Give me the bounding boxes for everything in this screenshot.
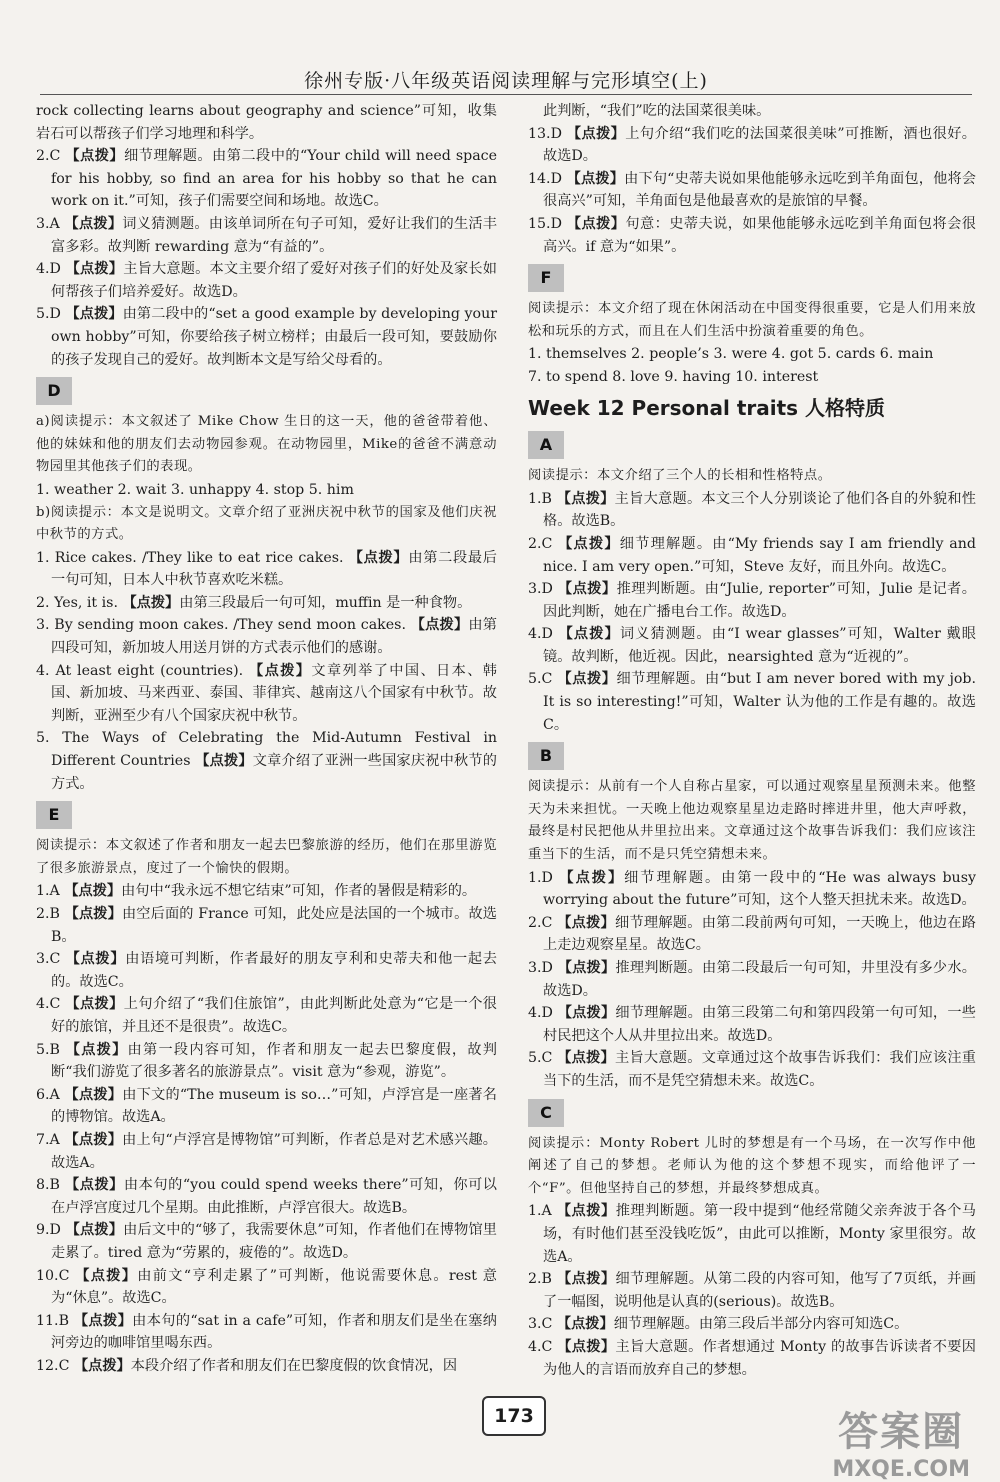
answer-item	[528, 623, 976, 668]
answer-number: 4.D	[528, 1005, 553, 1022]
explanation-text: 由空后面的 France 可知，此处应是法国的一个城市。故选B。	[51, 906, 497, 945]
answer-item	[528, 1313, 976, 1336]
hint-tag: 【点拨】	[566, 170, 625, 187]
explanation-text: 细节理解题。由“My friends say I am friendly and nice. I am very open.”可知，Steve 友好，而且外向。故选C。	[543, 535, 976, 575]
answer-number: 1.B	[528, 490, 552, 507]
explanation-text: 由上句“卢浮宫是博物馆”可判断，作者总是对艺术感兴趣。故选A。	[51, 1131, 497, 1171]
answer-text: Rice cakes. /They like to eat rice cakes.	[54, 549, 344, 566]
explanation-text: 由下文的“The museum is so…”可知，卢浮宫是一座著名的博物馆。故选A。	[51, 1086, 497, 1126]
answer-item	[36, 1129, 497, 1174]
answer-text: The Ways of Celebrating the Mid-Autumn Festival in Different Countries	[51, 730, 497, 770]
answer-item	[36, 1355, 497, 1378]
answer-number: 9.D	[36, 1222, 61, 1239]
answer-number: 3.D	[528, 960, 553, 976]
answer-number: 1.A	[36, 883, 60, 900]
reading-tip: 阅读提示：本文介绍了三个人的长相和性格特点。	[528, 468, 832, 484]
answer-item	[528, 912, 976, 957]
hint-tag: 【点拨】	[556, 490, 615, 507]
answer-number: 15.D	[528, 215, 562, 232]
explanation-text: 由句中“我永远不想它结束”可知，作者的暑假是精彩的。	[121, 883, 477, 900]
right-column	[528, 100, 976, 1381]
answer-item	[528, 488, 976, 533]
hint-tag: 【点拨】	[557, 671, 617, 688]
section-marker: C	[528, 1099, 564, 1127]
hint-tag: 【点拨】	[348, 549, 409, 566]
section-marker: E	[36, 801, 72, 829]
hint-tag: 【点拨】	[557, 1338, 616, 1355]
answer-number: 2.C	[528, 914, 553, 931]
hint-tag: 【点拨】	[195, 753, 253, 770]
text-line: 7. to spend 8. love 9. having 10. interest	[528, 368, 819, 385]
hint-tag: 【点拨】	[557, 914, 615, 931]
answer-number: 5.	[36, 730, 50, 747]
explanation-text: 细节理解题。由第二段中的“Your child will need space for his hobby, so find an area for his hobby so that he can work on it.”可知，孩子们需要空间和场地。故选C。	[51, 148, 497, 210]
answer-item	[36, 213, 497, 258]
explanation-text: 由第四段可知，新加坡人用送月饼的方式表示他们的感谢。	[51, 617, 497, 657]
answer-item	[528, 578, 976, 623]
reading-tip: 阅读提示：从前有一个人自称占星家，可以通过观察星星预测未来。他整天为未来担忧。一天晚上他边观察星星边走路时摔进井里，他大声呼救，最终是村民把他从井里拉出来。文章通过这个故事告诉我们：我们应该注重当下的生活，而不是只凭空猜想未来。	[528, 779, 976, 863]
explanation-text: 由第二段中的“set a good example by developing your own hobby”可知，你要给孩子树立榜样；由最后一段可知，要鼓励你的孩子发现自己的爱好。故判断本文是写给父母看的。	[51, 306, 497, 368]
answer-item	[528, 957, 976, 1002]
hint-tag: 【点拨】	[64, 1086, 123, 1103]
answer-item	[36, 993, 497, 1038]
hint-tag: 【点拨】	[65, 1041, 128, 1058]
watermark-text: 答案圈	[838, 1409, 965, 1455]
section-marker: D	[36, 377, 72, 405]
text-line: 1. weather 2. wait 3. unhappy 4. stop 5. him	[36, 481, 354, 498]
answer-number: 4.C	[528, 1338, 553, 1355]
section-marker: F	[528, 264, 564, 292]
answer-number: 2.C	[36, 148, 61, 165]
answer-item	[36, 903, 497, 948]
running-header: 徐州专版·八年级英语阅读理解与完形填空(上)	[40, 66, 972, 95]
hint-tag: 【点拨】	[556, 1316, 614, 1333]
answer-item	[36, 592, 497, 615]
answer-item	[36, 258, 497, 303]
answer-item	[528, 1336, 976, 1381]
explanation-text: 文章介绍了亚洲一些国家庆祝中秋节的方式。	[51, 753, 497, 792]
answer-number: 3.C	[36, 951, 61, 968]
answer-number: 6.A	[36, 1086, 60, 1103]
section-marker: B	[528, 742, 564, 770]
answer-item	[528, 1047, 976, 1092]
hint-tag: 【点拨】	[566, 125, 626, 142]
answer-number: 2.	[36, 594, 50, 611]
hint-tag: 【点拨】	[65, 261, 124, 278]
hint-tag: 【点拨】	[64, 883, 122, 900]
hint-tag: 【点拨】	[65, 996, 124, 1013]
explanation-text: 上句介绍“我们吃的法国菜很美味”可推断，酒也很好。故选D。	[543, 125, 976, 165]
answer-number: 3.	[36, 617, 50, 634]
answer-number: 1.A	[528, 1203, 552, 1220]
hint-tag: 【点拨】	[65, 1177, 124, 1194]
hint-tag: 【点拨】	[64, 1131, 123, 1148]
answer-item	[36, 1174, 497, 1219]
answer-item	[36, 614, 497, 659]
answer-item	[528, 533, 976, 578]
answer-number: 8.B	[36, 1177, 60, 1194]
answer-item	[36, 1084, 497, 1129]
hint-tag: 【点拨】	[566, 215, 626, 232]
hint-tag: 【点拨】	[65, 951, 126, 968]
answer-number: 11.B	[36, 1312, 69, 1329]
hint-tag: 【点拨】	[64, 215, 123, 232]
answer-number: 4.D	[36, 261, 61, 278]
explanation-text: 本段介绍了作者和朋友们在巴黎度假的饮食情况，因	[130, 1357, 458, 1374]
hint-tag: 【点拨】	[557, 1005, 616, 1022]
text-line: rock collecting learns about geography and science”可知，收集岩石可以帮孩子们学习地理和科学。	[36, 103, 497, 142]
answer-number: 5.C	[528, 671, 553, 688]
explanation-text: 由下句“史蒂夫说如果他能够永远吃到羊角面包，他将会很高兴”可知，羊角面包是他最喜欢的是旅馆的早餐。	[543, 170, 976, 210]
answer-item	[36, 660, 497, 728]
answer-number: 3.A	[36, 215, 60, 232]
explanation-text: 主旨大意题。文章通过这个故事告诉我们：我们应该注重当下的生活，而不是凭空猜想未来。故选C。	[543, 1050, 976, 1089]
answer-item	[528, 668, 976, 736]
text-line: 1. themselves 2. people’s 3. were 4. got 5. cards 6. main	[528, 346, 934, 363]
reading-tip: b)阅读提示：本文是说明文。文章介绍了亚洲庆祝中秋节的国家及他们庆祝中秋节的方式。	[36, 504, 497, 543]
answer-item	[36, 1219, 497, 1264]
hint-tag: 【点拨】	[64, 906, 122, 922]
explanation-text: 由后文中的“够了，我需要休息”可知，作者他们在博物馆里走累了。tired 意为“劳累的，疲倦的”。故选D。	[51, 1222, 497, 1261]
answer-number: 3.D	[528, 581, 553, 598]
text-line: 此判断，“我们”吃的法国菜很美味。	[543, 103, 771, 119]
explanation-text: 主旨大意题。作者想通过 Monty 的故事告诉读者不要因为他人的言语而放弃自己的梦想。	[543, 1338, 976, 1378]
reading-tip: 阅读提示：本文叙述了作者和朋友一起去巴黎旅游的经历，他们在那里游览了很多旅游景点，度过了一个愉快的假期。	[36, 838, 497, 876]
answer-item	[36, 145, 497, 213]
hint-tag: 【点拨】	[73, 1357, 131, 1374]
explanation-text: 细节理解题。由第三段第二句和第四段第一句可知，一些村民把这个人从井里拉出来。故选D。	[543, 1005, 976, 1044]
hint-tag: 【点拨】	[73, 1312, 133, 1329]
explanation-text: 推理判断题。第一段中提到“他经常随父亲奔波于各个马场，有时他们甚至没钱吃饭”，由此可以推断，Monty 家里很穷。故选A。	[543, 1203, 976, 1265]
explanation-text: 由第三段最后一句可知，muffin 是一种食物。	[179, 594, 472, 611]
hint-tag: 【点拨】	[557, 960, 616, 976]
answer-number: 2.B	[36, 906, 60, 922]
explanation-text: 细节理解题。由第二段前两句可知，一天晚上，他边在路上走边观察星星。故选C。	[543, 914, 976, 954]
answer-item	[36, 1265, 497, 1310]
answer-item	[36, 303, 497, 371]
answer-text: At least eight (countries).	[55, 662, 244, 679]
explanation-text: 细节理解题。从第二段的内容可知，他写了7页纸，并画了一幅图，说明他是认真的(serious)。故选B。	[543, 1271, 976, 1310]
answer-item	[36, 1310, 497, 1355]
week-heading: Week 12 Personal traits 人格特质	[528, 395, 886, 420]
watermark-url: MXQE.COM	[832, 1457, 970, 1482]
answer-item	[36, 880, 497, 903]
explanation-text: 细节理解题。由第一段中的“He was always busy worrying about the future”可知，这个人整天担扰未来。故选D。	[543, 869, 976, 909]
answer-item	[36, 948, 497, 993]
hint-tag: 【点拨】	[558, 535, 620, 552]
answer-number: 12.C	[36, 1357, 70, 1374]
answer-number: 4.	[36, 662, 50, 679]
watermark-logo	[832, 1400, 970, 1482]
answer-item	[36, 547, 497, 592]
page-number: 173	[482, 1396, 546, 1436]
hint-tag: 【点拨】	[65, 1222, 124, 1239]
explanation-text: 上句介绍了“我们住旅馆”，由此判断此处意为“它是一个很好的旅馆，并且还不是很贵”。故选C。	[51, 996, 497, 1035]
hint-tag: 【点拨】	[556, 1203, 616, 1220]
explanation-text: 由第二段最后一句可知，日本人中秋节喜欢吃米糕。	[51, 549, 497, 589]
answer-number: 7.A	[36, 1131, 60, 1148]
explanation-text: 词义猜测题。由该单词所在句子可知，爱好让我们的生活丰富多彩。故判断 rewarding 意为“有益的”。	[51, 215, 497, 255]
hint-tag: 【点拨】	[249, 662, 312, 679]
answer-number: 2.B	[528, 1271, 552, 1288]
explanation-text: 由语境可判断，作者最好的朋友亨利和史蒂夫和他一起去的。故选C。	[51, 951, 497, 990]
answer-number: 2.C	[528, 535, 553, 552]
hint-tag: 【点拨】	[410, 617, 469, 634]
explanation-text: 句意：史蒂夫说，如果他能够永远吃到羊角面包将会很高兴。if 意为“如果”。	[543, 215, 976, 255]
hint-tag: 【点拨】	[65, 306, 123, 323]
answer-item	[36, 1039, 497, 1084]
hint-tag: 【点拨】	[558, 626, 620, 643]
answer-number: 5.C	[528, 1050, 553, 1067]
explanation-text: 由前文“亨利走累了”可判断，他说需要休息。rest 意为“休息”。故选C。	[51, 1267, 497, 1307]
left-column	[36, 100, 497, 1377]
explanation-text: 主旨大意题。本文主要介绍了爱好对孩子们的好处及家长如何帮孩子们培养爱好。故选D。	[51, 261, 497, 300]
answer-number: 10.C	[36, 1267, 70, 1284]
answer-item	[528, 123, 976, 168]
hint-tag: 【点拨】	[559, 869, 625, 886]
explanation-text: 文章列举了中国、日本、韩国、新加坡、马来西亚、泰国、菲律宾、越南这八个国家有中秋节。故判断，亚洲至少有八个国家庆祝中秋节。	[51, 662, 497, 724]
answer-number: 4.D	[528, 626, 553, 643]
reading-tip: 阅读提示：本文介绍了现在休闲活动在中国变得很重要，它是人们用来放松和玩乐的方式，而且在人们生活中扮演着重要的角色。	[528, 301, 976, 339]
hint-tag: 【点拨】	[75, 1267, 138, 1284]
answer-item	[528, 168, 976, 213]
answer-item	[528, 1002, 976, 1047]
answer-number: 1.D	[528, 869, 553, 886]
explanation-text: 推理判断题。由“Julie, reporter”可知，Julie 是记者。因此判断，她在广播电台工作。故选D。	[543, 581, 976, 620]
answer-item	[528, 1200, 976, 1268]
answer-number: 1.	[36, 549, 50, 566]
answer-text: Yes, it is.	[54, 594, 118, 611]
answer-number: 14.D	[528, 170, 562, 187]
answer-text: By sending moon cakes. /They send moon cakes.	[54, 617, 406, 634]
answer-number: 13.D	[528, 125, 562, 142]
explanation-text: 由本句的“sat in a cafe”可知，作者和朋友们是坐在塞纳河旁边的咖啡馆里喝东西。	[51, 1312, 497, 1352]
answer-item	[528, 867, 976, 912]
explanation-text: 由第一段内容可知，作者和朋友一起去巴黎度假，故判断“我们游览了很多著名的旅游景点”。visit 意为“参观，游览”。	[51, 1041, 497, 1081]
section-marker: A	[528, 431, 564, 459]
explanation-text: 词义猜测题。由“I wear glasses”可知，Walter 戴眼镜。故判断，他近视。因此，nearsighted 意为“近视的”。	[543, 626, 976, 665]
explanation-text: 由本句的“you could spend weeks there”可知，你可以在卢浮宫度过几个星期。由此推断，卢浮宫很大。故选B。	[51, 1177, 497, 1216]
hint-tag: 【点拨】	[557, 581, 617, 598]
answer-number: 3.C	[528, 1316, 553, 1333]
explanation-text: 主旨大意题。本文三个人分别谈论了他们各自的外貌和性格。故选B。	[543, 490, 976, 530]
hint-tag: 【点拨】	[122, 594, 180, 611]
answer-number: 5.D	[36, 306, 61, 323]
explanation-text: 细节理解题。由第三段后半部分内容可知选C。	[613, 1316, 909, 1333]
reading-tip: 阅读提示：Monty Robert 儿时的梦想是有一个马场，在一次写作中他阐述了自己的梦想。老师认为他的这个梦想不现实，而给他评了一个“F”。但他坚持自己的梦想，并最终梦想成真。	[528, 1135, 976, 1196]
explanation-text: 推理判断题。由第二段最后一句可知，井里没有多少水。故选D。	[543, 960, 976, 999]
reading-tip: a)阅读提示：本文叙述了 Mike Chow 生日的这一天，他的爸爸带着他、他的妹妹和他的朋友们去动物园参观。在动物园里，Mike的爸爸不满意动物园里其他孩子们的表现。	[36, 414, 497, 475]
hint-tag: 【点拨】	[65, 148, 125, 165]
answer-number: 5.B	[36, 1041, 60, 1058]
hint-tag: 【点拨】	[556, 1271, 616, 1288]
hint-tag: 【点拨】	[557, 1050, 615, 1067]
answer-item	[528, 213, 976, 258]
answer-item	[528, 1268, 976, 1313]
answer-number: 4.C	[36, 996, 61, 1013]
explanation-text: 细节理解题。由“but I am never bored with my job. It is so interesting!”可知，Walter 认为他的工作是有趣的。故选C。	[543, 671, 976, 733]
answer-item	[36, 727, 497, 795]
